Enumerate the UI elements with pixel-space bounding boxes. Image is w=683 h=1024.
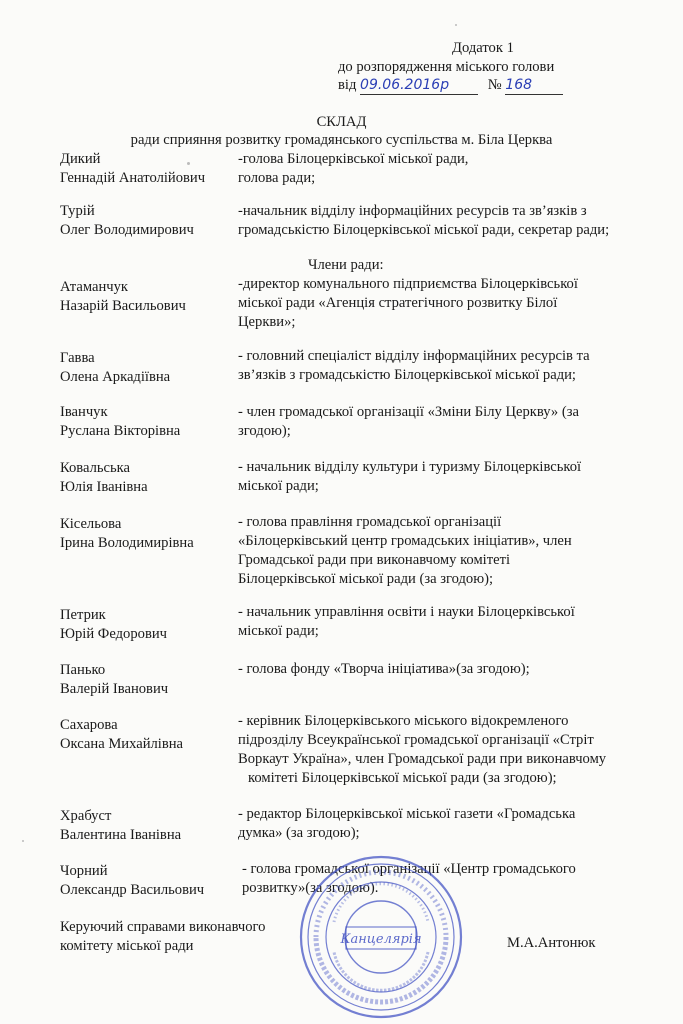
given-names: Олександр Васильович [60, 882, 205, 898]
surname: Чорний [60, 863, 108, 879]
document-subtitle: ради сприяння розвитку громадянського суспільства м. Біла Церква [130, 132, 553, 148]
member-role [238, 458, 658, 496]
member-role [238, 513, 658, 589]
surname: Іванчук [60, 404, 108, 420]
role-line: «Білоцерківський центр громадських ініціатив», член [238, 533, 572, 549]
member-name [60, 349, 170, 387]
given-names: Олег Володимирович [60, 222, 194, 238]
role-line: - член громадської організації «Зміни Білу Церкву» (за [238, 404, 579, 420]
role-line: голова ради; [238, 170, 316, 186]
official-stamp-icon [296, 852, 466, 1022]
footer-line: Керуючий справами виконавчого [60, 919, 266, 935]
footer-signatory-title [60, 918, 265, 956]
member-name [60, 403, 180, 441]
role-line: громадськістю Білоцерківської міської ради, секретар ради; [238, 222, 610, 238]
role-line: зв’язків з громадськістю Білоцерківської міської ради; [238, 367, 576, 383]
appendix-label: Додаток 1 [452, 40, 514, 56]
scan-speck [22, 840, 24, 842]
given-names: Юрій Федорович [60, 626, 167, 642]
order-reference: до розпорядження міського голови [338, 59, 555, 75]
role-line: - голова громадської організації «Центр громадського [242, 861, 576, 877]
member-role [238, 712, 658, 788]
surname: Гавва [60, 350, 95, 366]
document-title: СКЛАД [316, 114, 367, 130]
role-line: Церкви»; [238, 314, 296, 330]
member-name [60, 202, 194, 240]
number-handwritten: 168 [505, 77, 533, 93]
role-line: - начальник відділу культури і туризму Білоцерківської [238, 459, 582, 475]
role-line: комітеті Білоцерківської міської ради (за згодою); [248, 770, 557, 786]
member-role [238, 347, 658, 385]
given-names: Юлія Іванівна [60, 479, 148, 495]
member-name [60, 807, 181, 845]
role-line: -начальник відділу інформаційних ресурсів та зв’язків з [238, 203, 587, 219]
member-name [60, 459, 148, 497]
role-line: Громадської ради при виконавчому комітеті [238, 552, 511, 568]
role-line: - голова правління громадської організації [238, 514, 502, 530]
member-name [60, 515, 194, 553]
signature-name: М.А.Антонюк [507, 935, 596, 951]
surname: Атаманчук [60, 279, 128, 295]
surname: Сахарова [60, 717, 118, 733]
surname: Турій [60, 203, 95, 219]
footer-line: комітету міської ради [60, 938, 194, 954]
surname: Кісельова [60, 516, 122, 532]
scan-speck [187, 162, 190, 165]
role-line: міської ради; [238, 623, 319, 639]
role-line: - головний спеціаліст відділу інформаційних ресурсів та [238, 348, 590, 364]
role-line: підрозділу Всеукраїнської громадської організації «Стріт [238, 732, 594, 748]
number-field [505, 77, 563, 95]
member-name [60, 278, 186, 316]
member-role [238, 202, 658, 240]
surname: Ковальська [60, 460, 131, 476]
role-line: розвитку»(за згодою). [242, 880, 379, 896]
role-line: міської ради; [238, 478, 319, 494]
member-name [60, 716, 183, 754]
surname: Храбуст [60, 808, 112, 824]
stamp-center-text: Канцелярія [340, 932, 422, 947]
member-role [238, 403, 658, 441]
member-role [238, 603, 658, 641]
member-role [238, 805, 658, 843]
surname: Панько [60, 662, 106, 678]
member-name [60, 606, 167, 644]
role-line: - керівник Білоцерківського міського відокремленого [238, 713, 569, 729]
date-prefix: від [338, 77, 357, 93]
member-role [238, 660, 658, 679]
date-handwritten: 09.06.2016р [360, 77, 450, 93]
given-names: Валентина Іванівна [60, 827, 182, 843]
role-line: - редактор Білоцерківської міської газети «Громадська [238, 806, 576, 822]
role-line: думка» (за згодою); [238, 825, 360, 841]
date-line [338, 77, 563, 95]
number-prefix: № [487, 77, 502, 93]
scan-speck [455, 24, 457, 26]
role-line: -директор комунального підприємства Білоцерківської [238, 276, 578, 292]
role-line: Білоцерківської міської ради (за згодою); [238, 571, 494, 587]
role-line: -голова Білоцерківської міської ради, [238, 151, 469, 167]
member-name [60, 661, 168, 699]
member-name [60, 862, 204, 900]
role-line: міської ради «Агенція стратегічного розвитку Білої [238, 295, 558, 311]
given-names: Олена Аркадіївна [60, 369, 171, 385]
role-line: - начальник управління освіти і науки Білоцерківської [238, 604, 575, 620]
members-heading: Члени ради: [308, 257, 384, 273]
role-line: Воркаут Україна», член Громадської ради при виконавчому [238, 751, 607, 767]
given-names: Геннадій Анатолійович [60, 170, 206, 186]
member-role [238, 150, 658, 188]
role-line: - голова фонду «Творча ініціатива»(за згодою); [238, 661, 530, 677]
role-line: згодою); [238, 423, 291, 439]
given-names: Руслана Вікторівна [60, 423, 181, 439]
surname: Дикий [60, 151, 101, 167]
given-names: Оксана Михайлівна [60, 736, 184, 752]
given-names: Назарій Васильович [60, 298, 186, 314]
member-name [60, 150, 205, 188]
given-names: Валерій Іванович [60, 681, 169, 697]
date-field [360, 77, 478, 95]
member-role [238, 275, 658, 332]
surname: Петрик [60, 607, 106, 623]
given-names: Ірина Володимирівна [60, 535, 194, 551]
